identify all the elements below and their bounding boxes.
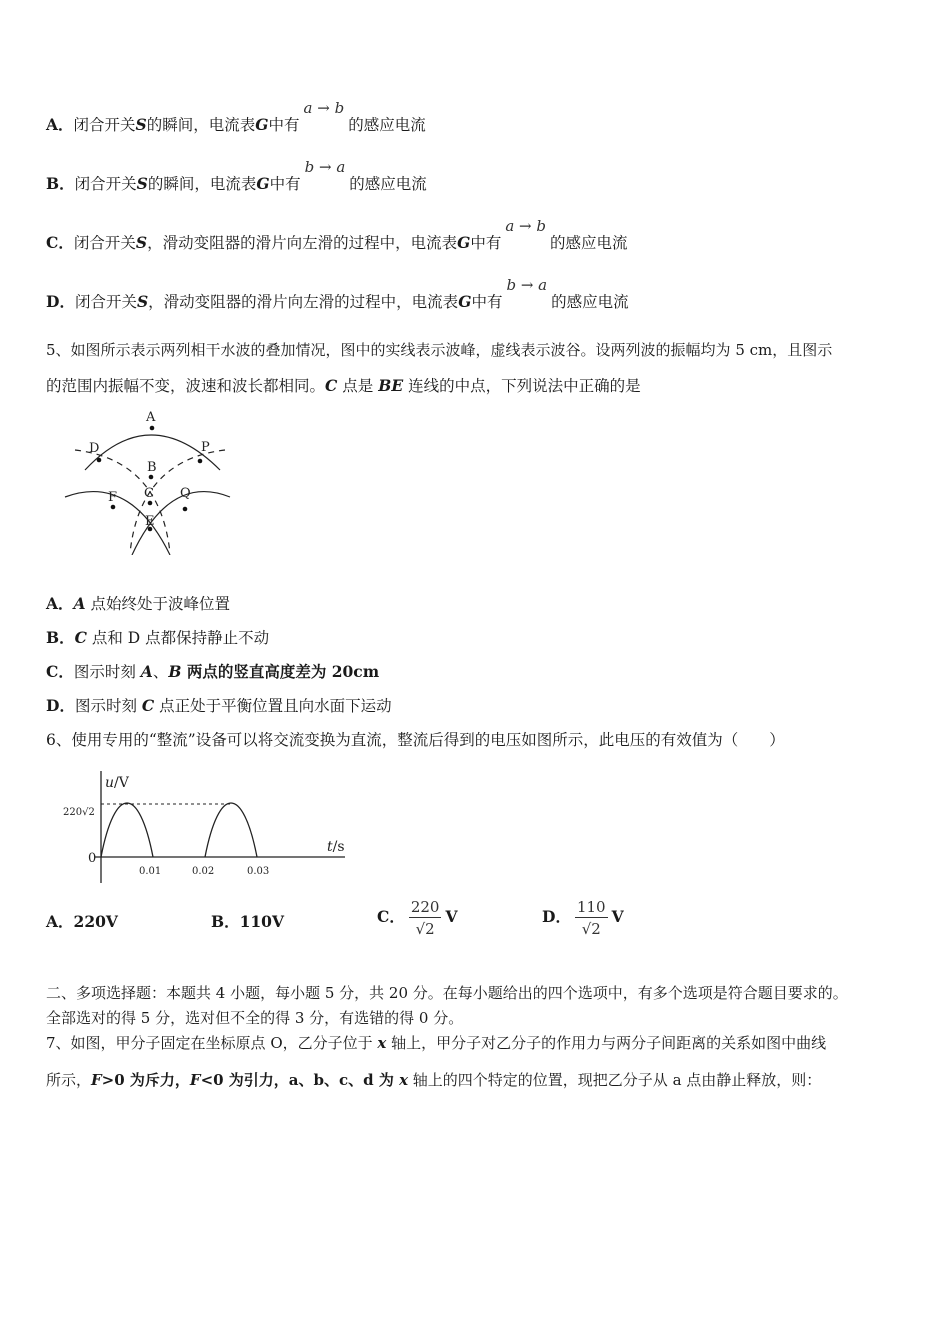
point-c xyxy=(148,501,153,506)
q5-option-d: D．图示时刻 C 点正处于平衡位置且向水面下运动 xyxy=(46,696,392,715)
fraction-110-root2: $\frac{110}{√2}$ xyxy=(576,898,606,938)
q6-option-a: A．220V xyxy=(46,912,118,931)
current-direction: b → a xyxy=(506,276,548,294)
point-b xyxy=(149,475,154,480)
label-b: B xyxy=(147,460,157,475)
q4-option-a: A．闭合开关S的瞬间，电流表G中有a → b的感应电流 xyxy=(46,99,426,134)
q5-stem-line2: 的范围内振幅不变，波速和波长都相同。C 点是 BE 连线的中点，下列说法中正确的是 xyxy=(46,376,641,395)
point-f xyxy=(111,505,116,510)
section2-heading-line2: 全部选对的得 5 分，选对但不全的得 3 分，有选错的得 0 分。 xyxy=(46,1009,464,1027)
tick-0-02: 0.02 xyxy=(192,866,215,877)
label-q: Q xyxy=(180,486,191,501)
q7-stem-line2: 所示，F>0 为斥力，F<0 为引力，a、b、c、d 为 x 轴上的四个特定的位置，现把乙分子从 a 点由静止释放，则： xyxy=(46,1071,822,1089)
tick-0-01: 0.01 xyxy=(139,866,162,877)
point-q xyxy=(183,507,188,512)
q7-stem-line1: 7、如图，甲分子固定在坐标原点 O，乙分子位于 x 轴上，甲分子对乙分子的作用力与两分子间距离的关系如图中曲线 xyxy=(46,1034,827,1052)
y-axis-label: u/V xyxy=(105,775,129,791)
q6-option-c: C． $\frac{220}{√2}$ V xyxy=(377,898,458,938)
label-f: F xyxy=(108,490,118,505)
q5-option-a: A．A 点始终处于波峰位置 xyxy=(46,594,230,613)
point-p xyxy=(198,459,203,464)
half-wave-2 xyxy=(205,803,257,857)
fraction-220-root2: $\frac{220}{√2}$ xyxy=(410,898,440,938)
peak-label: 220√2 xyxy=(63,807,95,818)
label-p: P xyxy=(201,440,210,455)
q6-option-b: B．110V xyxy=(211,912,284,931)
trough-arc-right xyxy=(130,450,225,553)
tick-0-03: 0.03 xyxy=(247,866,270,877)
q5-option-b: B．C 点和 D 点都保持静止不动 xyxy=(46,628,270,647)
label-e: E xyxy=(145,514,155,529)
q6-option-d: D． $\frac{110}{√2}$ V xyxy=(542,898,624,938)
current-direction: a → b xyxy=(505,217,546,235)
wave-interference-figure xyxy=(60,405,245,555)
label-d: D xyxy=(89,441,100,456)
point-a xyxy=(150,426,155,431)
x-axis-label: t/s xyxy=(327,839,345,855)
q5-option-c: C．图示时刻 A、B 两点的竖直高度差为 20cm xyxy=(46,662,380,681)
q4-option-b: B．闭合开关S的瞬间，电流表G中有b → a的感应电流 xyxy=(46,158,427,193)
origin-label: 0 xyxy=(88,851,97,866)
label-c: C xyxy=(144,486,154,501)
section2-heading-line1: 二、多项选择题：本题共 4 小题，每小题 5 分，共 20 分。在每小题给出的四个选项中，有多个选项是符合题目要求的。 xyxy=(46,984,848,1002)
point-d xyxy=(97,458,102,463)
current-direction: a → b xyxy=(303,99,345,117)
q6-stem: 6、使用专用的“整流”设备可以将交流变换为直流，整流后得到的电压如图所示，此电压的有效值为（ ） xyxy=(46,731,785,749)
q4-option-c: C．闭合开关S，滑动变阻器的滑片向左滑的过程中，电流表G中有a → b的感应电流 xyxy=(46,217,628,252)
q4-option-d: D．闭合开关S，滑动变阻器的滑片向左滑的过程中，电流表G中有b → a的感应电流 xyxy=(46,276,629,311)
rectified-voltage-graph xyxy=(55,765,355,890)
half-wave-1 xyxy=(101,803,153,857)
label-a: A xyxy=(146,410,156,425)
current-direction: b → a xyxy=(304,158,346,176)
q5-stem-line1: 5、如图所示表示两列相干水波的叠加情况，图中的实线表示波峰，虚线表示波谷。设两列波的振幅均为 5 cm，且图示 xyxy=(46,341,833,359)
